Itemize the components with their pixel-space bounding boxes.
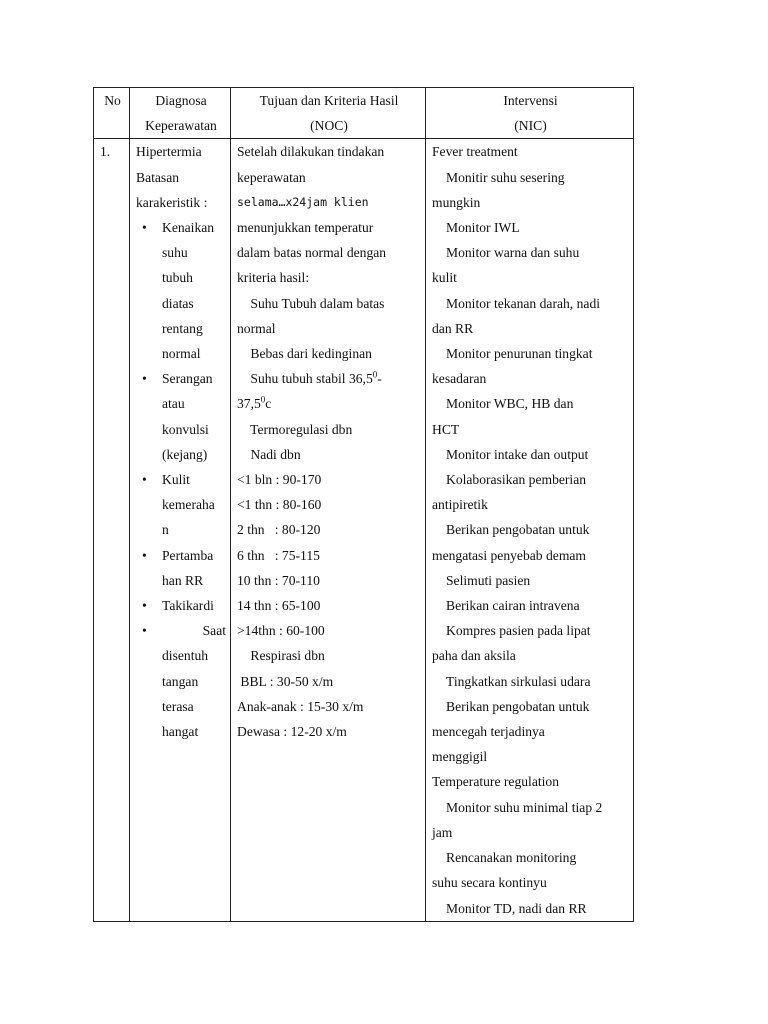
temperature-intervention-list (432, 795, 629, 921)
superscript: 0 (260, 394, 266, 405)
item-text: hangat (162, 724, 199, 740)
bullet-icon: • (142, 623, 147, 639)
resp-range: Dewasa : 12-20 x/m (237, 724, 347, 740)
item-text: suhu (162, 245, 188, 261)
intervention-text: Berikan pengobatan untuk (446, 698, 590, 714)
item-text: Takikardi (162, 598, 214, 614)
intervention-text: HCT (432, 421, 460, 437)
pulse-range: <1 bln : 90-170 (237, 472, 322, 488)
intervention-text: Monitor warna dan suhu (446, 245, 580, 261)
intervention-text: Monitor intake dan output (446, 446, 589, 462)
noc-text: keperawatan (237, 169, 306, 185)
item-text: rentang (162, 320, 203, 336)
header-intervensi-line2: (NIC) (514, 118, 547, 134)
intervention-text: jam (432, 824, 453, 840)
item-text: kemeraha (162, 497, 215, 513)
item-text: Serangan (162, 371, 213, 387)
pulse-range: 14 thn : 65-100 (237, 598, 321, 614)
header-row (94, 88, 634, 139)
superscript: 0 (372, 369, 378, 380)
criterion-text: Bebas dari kedinginan (250, 346, 372, 362)
item-text: n (162, 522, 169, 538)
pulse-range: <1 thn : 80-160 (237, 497, 322, 513)
header-diagnosa-line2: Keperawatan (145, 118, 217, 134)
noc-duration-text: selama…x24jam klien (237, 194, 369, 209)
list-item (136, 467, 226, 543)
header-intervensi-line1: Intervensi (503, 93, 558, 108)
item-text: han RR (162, 572, 204, 588)
criterion-text: Termoregulasi dbn (250, 421, 353, 437)
criterion-5 (237, 442, 421, 467)
table-row (94, 139, 634, 921)
intervention-text: dan RR (432, 320, 474, 336)
header-diagnosa-line1: Diagnosa (155, 93, 207, 108)
bullet-icon: • (142, 371, 147, 387)
intervention-text: menggigil (432, 749, 488, 765)
intervention-text: Monitor penurunan tingkat (446, 346, 593, 362)
intervention-text: mungkin (432, 194, 481, 210)
cell-tujuan (231, 139, 426, 921)
list-item (136, 215, 226, 366)
cell-intervensi (426, 139, 634, 921)
intervention-text: Rencanakan monitoring (446, 850, 577, 866)
noc-text: kriteria hasil: (237, 270, 310, 286)
nursing-care-plan-table (93, 87, 634, 922)
header-no-label: No (104, 93, 121, 108)
item-text: konvulsi (162, 421, 209, 437)
item-text: disentuh (162, 648, 209, 664)
intervention-text: Monitor IWL (446, 220, 520, 236)
diagnosa-title: Hipertermia (136, 144, 202, 160)
item-text: Pertamba (162, 547, 214, 563)
item-text: diatas (162, 295, 194, 311)
noc-text: menunjukkan temperatur (237, 220, 374, 236)
intervention-text: Berikan pengobatan untuk (446, 522, 590, 538)
header-intervensi (426, 88, 634, 139)
intervention-text: Monitir suhu sesering (446, 169, 565, 185)
intervention-text: Monitor tekanan darah, nadi (446, 295, 601, 311)
intervention-text: Selimuti pasien (446, 572, 531, 588)
list-item (136, 543, 226, 593)
bullet-icon: • (142, 598, 147, 614)
item-text: Kenaikan (162, 220, 215, 236)
item-first-line (162, 618, 226, 643)
intervention-text: paha dan aksila (432, 648, 516, 664)
criterion-3-line2 (237, 391, 421, 416)
pulse-range: 10 thn : 70-110 (237, 572, 320, 588)
intervention-text: mengatasi penyebab demam (432, 547, 587, 563)
criterion-text: Nadi dbn (250, 446, 301, 462)
batasan-line1: Batasan (136, 169, 180, 185)
item-text: Kulit (162, 472, 190, 488)
criterion-text: Suhu tubuh stabil 36,5 (250, 371, 373, 387)
criterion-2 (237, 341, 421, 366)
intervention-text: Kolaborasikan pemberian (446, 472, 587, 488)
fever-intervention-list (432, 165, 629, 770)
intervention-text: antipiretik (432, 497, 488, 513)
noc-text: dalam batas normal dengan (237, 245, 387, 261)
intervention-text: Berikan cairan intravena (446, 598, 580, 614)
criterion-text: Respirasi dbn (250, 648, 325, 664)
item-text: tangan (162, 673, 199, 689)
intervention-text: Monitor TD, nadi dan RR (446, 900, 587, 916)
intervention-text: kulit (432, 270, 457, 286)
criterion-3 (237, 366, 421, 391)
header-tujuan-line2: (NOC) (310, 118, 348, 134)
intervention-text: mencegah terjadinya (432, 724, 545, 740)
bullet-icon: • (142, 220, 147, 236)
item-text: terasa (162, 698, 194, 714)
cell-no (94, 139, 130, 921)
header-no (94, 88, 130, 139)
pulse-range: >14thn : 60-100 (237, 623, 325, 639)
resp-range: Anak-anak : 15-30 x/m (237, 698, 364, 714)
list-item (136, 593, 226, 618)
intervention-text: kesadaran (432, 371, 487, 387)
pulse-range: 2 thn : 80-120 (237, 522, 321, 538)
intervention-text: Monitor WBC, HB dan (446, 396, 574, 412)
header-tujuan-line1: Tujuan dan Kriteria Hasil (259, 93, 399, 108)
intervention-text: Kompres pasien pada lipat (446, 623, 591, 639)
fever-treatment-title: Fever treatment (432, 144, 518, 160)
criterion-text: normal (237, 320, 276, 336)
pulse-range: 6 thn : 75-115 (237, 547, 320, 563)
cell-diagnosa (130, 139, 231, 921)
criterion-text: - (377, 371, 382, 387)
criterion-text: c (265, 396, 272, 412)
criterion-text: Suhu Tubuh dalam batas (250, 295, 385, 311)
header-tujuan (231, 88, 426, 139)
batasan-line2: karakeristik : (136, 194, 208, 210)
item-text: atau (162, 396, 185, 412)
criterion-4 (237, 417, 421, 442)
header-diagnosa (130, 88, 231, 139)
list-item (136, 618, 226, 744)
bullet-icon: • (142, 472, 147, 488)
intervention-text: suhu secara kontinyu (432, 875, 547, 891)
item-text: (kejang) (162, 446, 208, 462)
item-text: Saat (202, 623, 226, 639)
item-text: normal (162, 346, 201, 362)
criterion-text: 37,5 (237, 396, 261, 412)
list-item (136, 366, 226, 467)
intervention-text: Monitor suhu minimal tiap 2 (446, 799, 603, 815)
characteristics-list (136, 215, 226, 744)
row-number: 1. (100, 144, 111, 160)
bullet-icon: • (142, 547, 147, 563)
noc-text: Setelah dilakukan tindakan (237, 144, 385, 160)
criterion-6 (237, 643, 421, 668)
item-text: tubuh (162, 270, 193, 286)
temperature-regulation-title: Temperature regulation (432, 774, 559, 790)
resp-range: BBL : 30-50 x/m (237, 673, 334, 689)
intervention-text: Tingkatkan sirkulasi udara (446, 673, 591, 689)
criterion-1 (237, 291, 421, 316)
